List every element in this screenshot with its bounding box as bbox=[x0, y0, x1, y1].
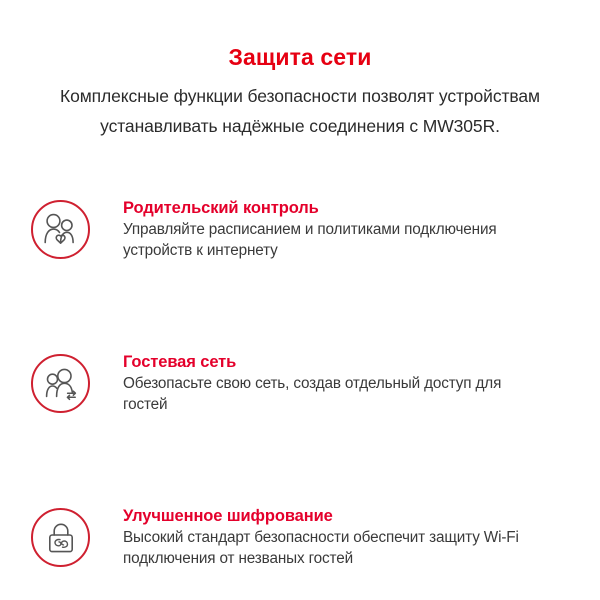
feature-desc-line-2: устройств к интернету bbox=[123, 242, 278, 259]
feature-item-guest-network bbox=[0, 340, 600, 415]
page-subtitle-line-2: устанавливать надёжные соединения с MW305R. bbox=[100, 116, 500, 136]
padlock-encryption-icon bbox=[31, 508, 90, 567]
feature-text-guest-network bbox=[123, 340, 501, 415]
feature-item-encryption bbox=[0, 494, 600, 569]
page-title: Защита сети bbox=[228, 44, 372, 70]
feature-title-guest-network: Гостевая сеть bbox=[123, 353, 237, 371]
feature-desc-parental-control bbox=[123, 219, 497, 261]
feature-title-encryption: Улучшенное шифрование bbox=[123, 507, 333, 525]
page-subtitle bbox=[12, 81, 588, 141]
feature-text-encryption bbox=[123, 494, 519, 569]
feature-desc-line-2: гостей bbox=[123, 396, 168, 413]
feature-desc-guest-network bbox=[123, 373, 501, 415]
feature-item-parental-control bbox=[0, 186, 600, 261]
header bbox=[0, 42, 600, 141]
feature-list bbox=[0, 186, 600, 569]
two-people-exchange-icon bbox=[31, 354, 90, 413]
feature-desc-line-1: Обезопасьте свою сеть, создав отдельный доступ для bbox=[123, 375, 502, 392]
feature-desc-line-2: подключения от незваных гостей bbox=[123, 550, 353, 567]
feature-desc-encryption bbox=[123, 527, 519, 569]
parent-child-heart-icon bbox=[31, 200, 90, 259]
feature-desc-line-1: Высокий стандарт безопасности обеспечит защиту Wi-Fi bbox=[123, 529, 519, 546]
feature-desc-line-1: Управляйте расписанием и политиками подключения bbox=[123, 221, 497, 238]
feature-title-parental-control: Родительский контроль bbox=[123, 199, 319, 217]
feature-text-parental-control bbox=[123, 186, 497, 261]
page-subtitle-line-1: Комплексные функции безопасности позволят устройствам bbox=[60, 86, 540, 106]
